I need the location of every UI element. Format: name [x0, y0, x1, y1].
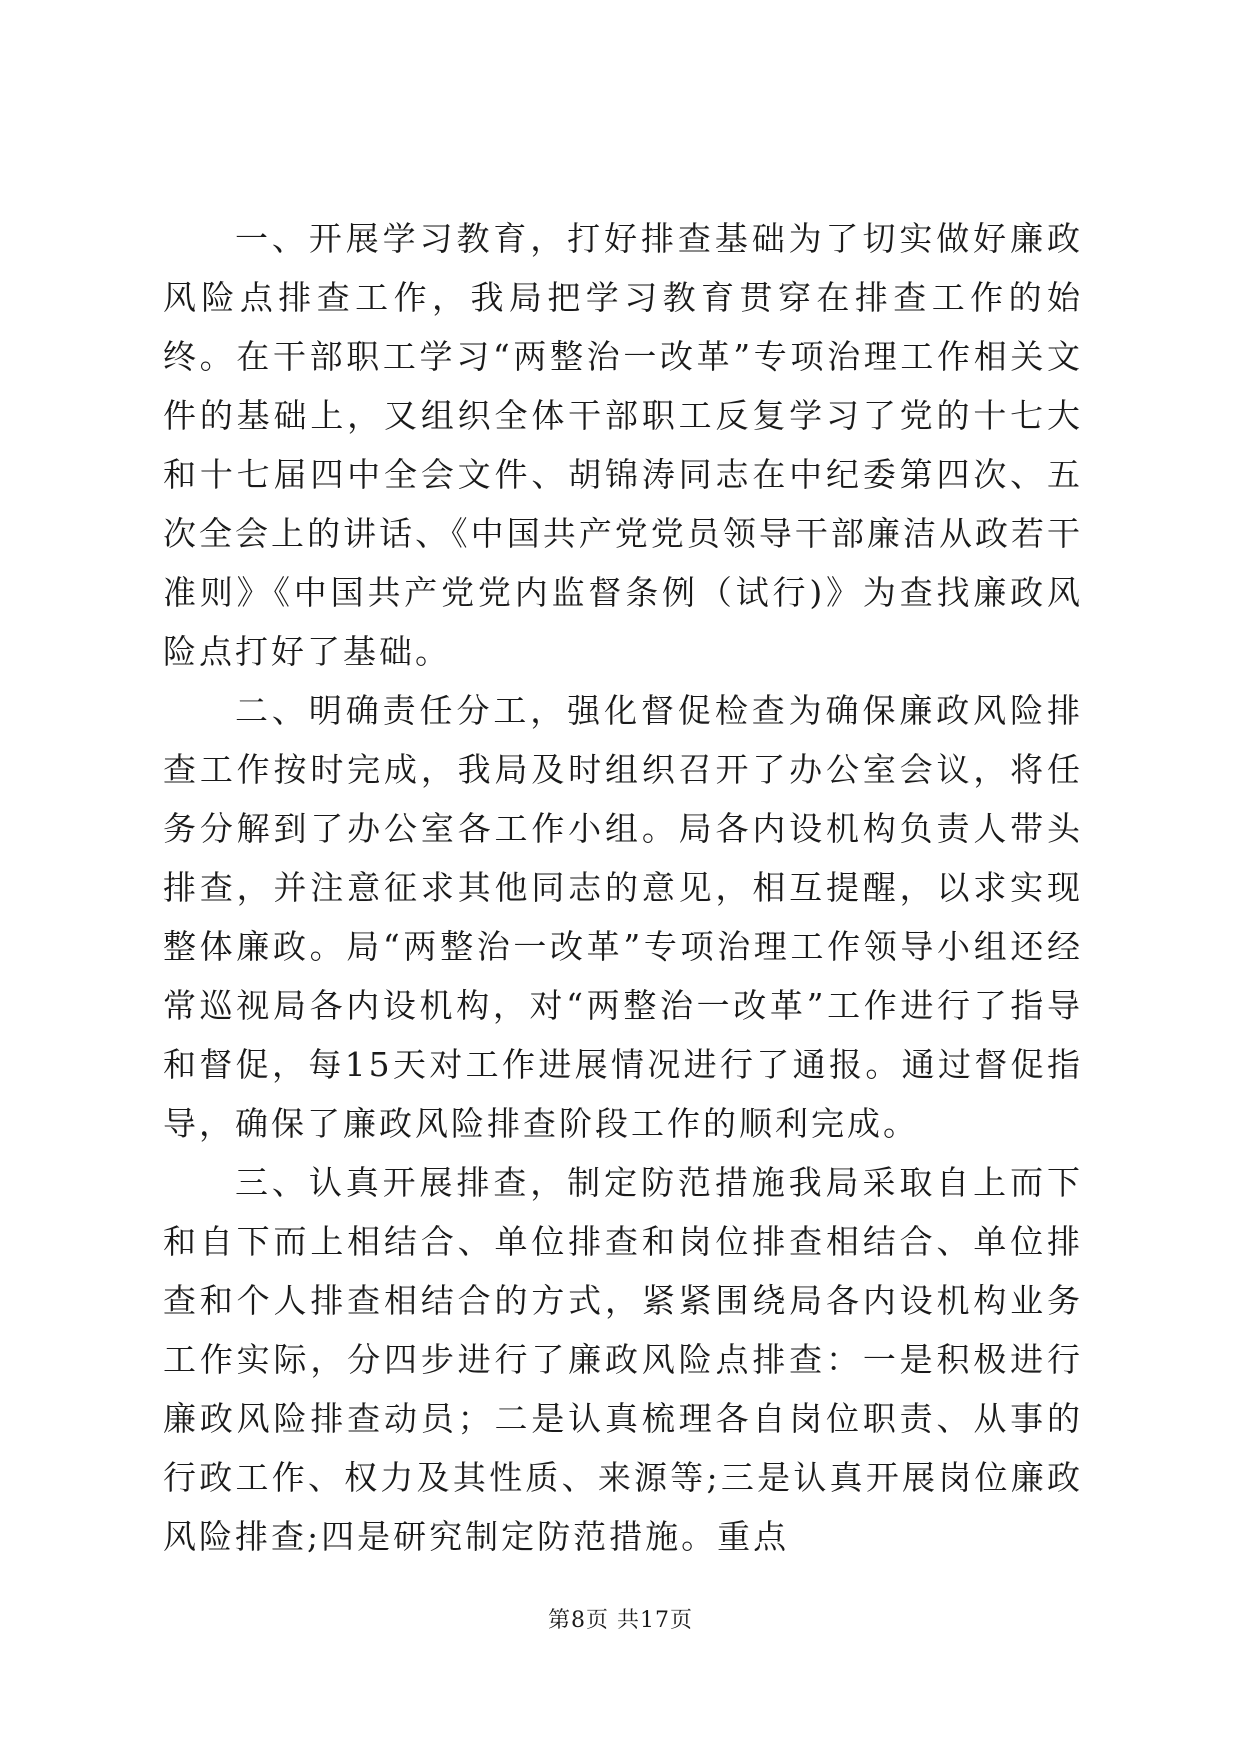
paragraph-2: 二、明确责任分工，强化督促检查为确保廉政风险排查工作按时完成，我局及时组织召开了办公室会议，将任务分解到了办公室各工作小组。局各内设机构负责人带头排查，并注意征求其他同志的意见，相互提醒，以求实现整体廉政。局“两整治一改革”专项治理工作领导小组还经常巡视局各内设机构，对“两整治一改革”工作进行了指导和督促，每15天对工作进展情况进行了通报。通过督促指导，确保了廉政风险排查阶段工作的顺利完成。	[163, 691, 1083, 1143]
document-body	[163, 209, 1083, 1566]
page-number-footer: 第8页 共17页	[548, 1608, 693, 1633]
paragraph-1: 一、开展学习教育，打好排查基础为了切实做好廉政风险点排查工作，我局把学习教育贯穿在排查工作的始终。在干部职工学习“两整治一改革”专项治理工作相关文件的基础上，又组织全体干部职工反复学习了党的十七大和十七届四中全会文件、胡锦涛同志在中纪委第四次、五次全会上的讲话、《中国共产党党员领导干部廉洁从政若干准则》《中国共产党党内监督条例（试行)》为查找廉政风险点打好了基础。	[163, 219, 1083, 671]
paragraph-3: 三、认真开展排查，制定防范措施我局采取自上而下和自下而上相结合、单位排查和岗位排查相结合、单位排查和个人排查相结合的方式，紧紧围绕局各内设机构业务工作实际，分四步进行了廉政风险点排查：一是积极进行廉政风险排查动员；二是认真梳理各自岗位职责、从事的行政工作、权力及其性质、来源等;三是认真开展岗位廉政风险排查;四是研究制定防范措施。重点	[163, 1163, 1083, 1556]
